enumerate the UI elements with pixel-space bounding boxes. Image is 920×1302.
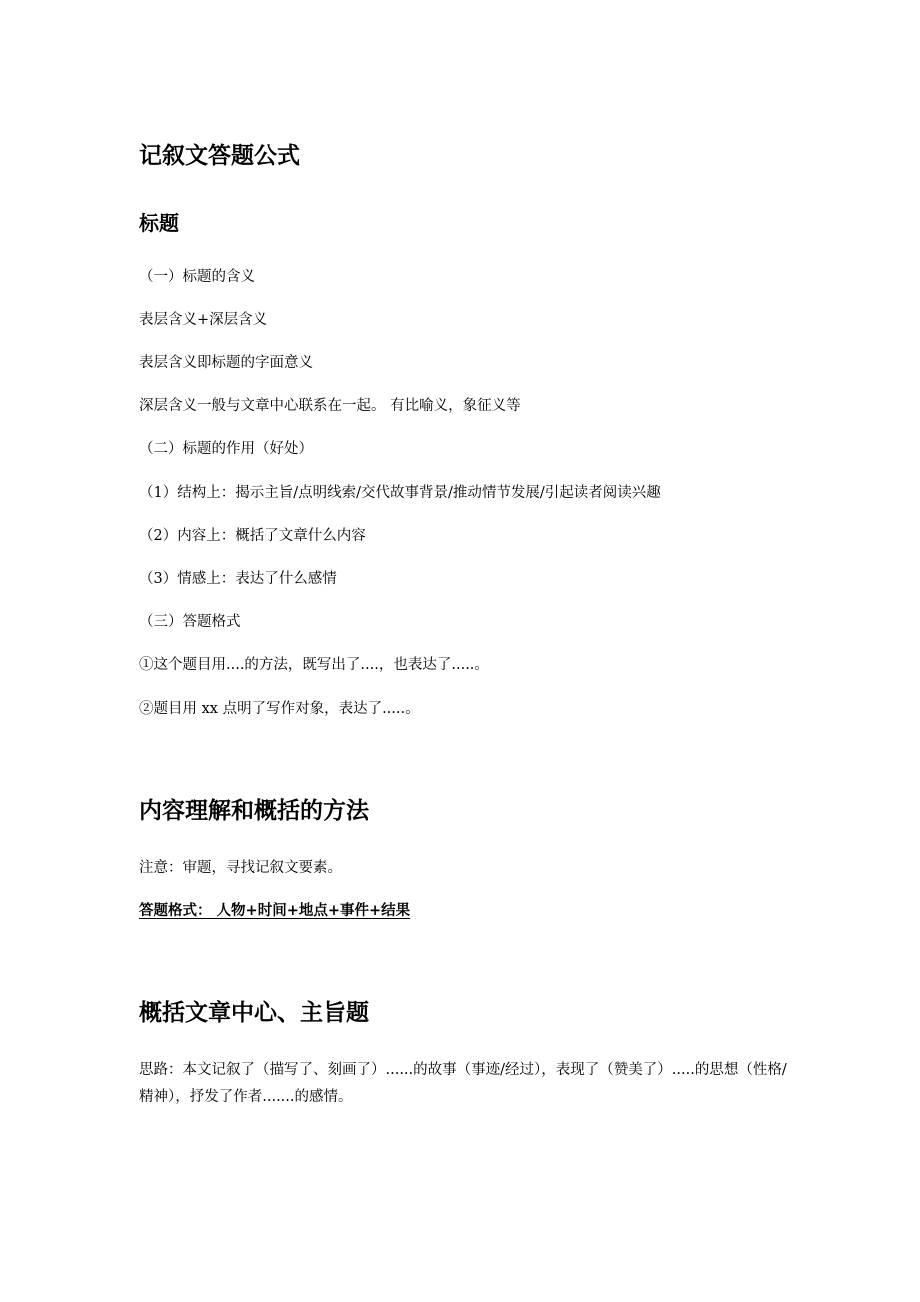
thinking-paragraph: 思路：本文记叙了（描写了、刻画了）......的故事（事迹/经过），表现了（赞美了）.....的思想（性格/精神），抒发了作者.......的感情。 [139, 1062, 787, 1105]
paragraph: （二）标题的作用（好处） [139, 441, 313, 457]
paragraph: 深层含义一般与文章中心联系在一起。 有比喻义，象征义等 [139, 398, 521, 414]
paragraph: ②题目用 xx 点明了写作对象，表达了.....。 [139, 701, 420, 717]
note-paragraph: 注意：审题，寻找记叙文要素。 [139, 860, 342, 876]
heading-main-idea: 概括文章中心、主旨题 [139, 1000, 369, 1026]
heading-narrative-formula: 记叙文答题公式 [139, 143, 300, 169]
paragraph: 表层含义即标题的字面意义 [139, 355, 313, 371]
answer-format: 答题格式： 人物+时间+地点+事件+结果 [139, 902, 411, 919]
paragraph: （2）内容上：概括了文章什么内容 [139, 528, 366, 544]
paragraph: （一）标题的含义 [139, 269, 255, 285]
paragraph: （3）情感上：表达了什么感情 [139, 571, 337, 587]
subheading-title: 标题 [139, 211, 179, 235]
paragraph: ①这个题目用....的方法，既写出了....，也表达了.....。 [139, 657, 489, 673]
paragraph: 表层含义+深层含义 [139, 312, 268, 328]
heading-content-summary: 内容理解和概括的方法 [139, 798, 369, 824]
paragraph: （三）答题格式 [139, 614, 241, 630]
paragraph: （1）结构上：揭示主旨/点明线索/交代故事背景/推动情节发展/引起读者阅读兴趣 [139, 485, 661, 501]
